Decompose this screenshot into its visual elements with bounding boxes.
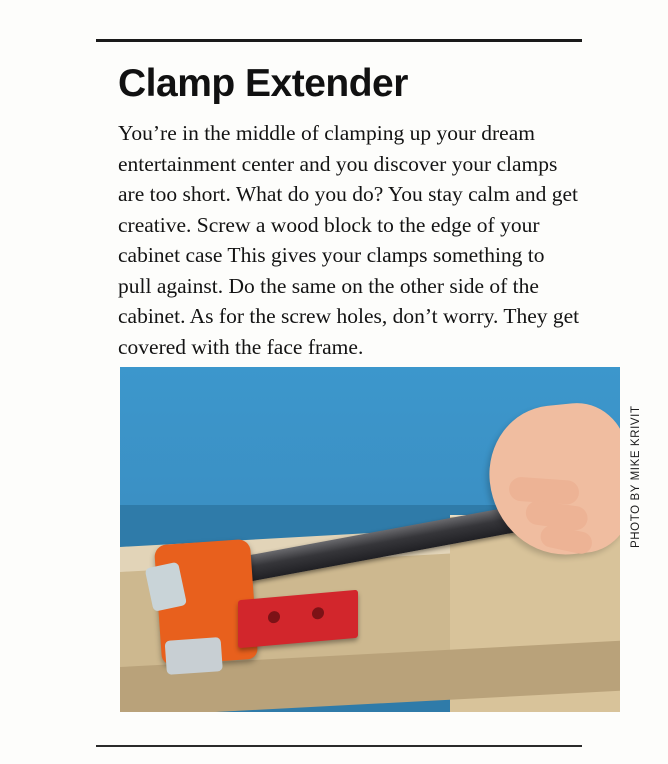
screw-hole [312,607,324,620]
screw-hole [268,611,280,624]
article-photo [120,367,620,712]
article-body-text: You’re in the middle of clamping up your dream entertainment center and you discover your clamps are too short. What do you do? You stay calm and get creative. Screw a wood block to the edge of your cabinet case This gives your clamps something to pull against. Do the same on the other side of the cabinet. As for the screw holes, don’t worry. They get covered with the face frame. [118,121,580,359]
page-title: Clamp Extender [118,62,408,105]
photo-credit: PHOTO BY MIKE KRIVIT [630,405,642,548]
finger [539,524,594,556]
top-divider-rule [96,39,582,42]
clamp-foot-left [165,637,223,675]
bottom-divider-rule [96,745,582,747]
